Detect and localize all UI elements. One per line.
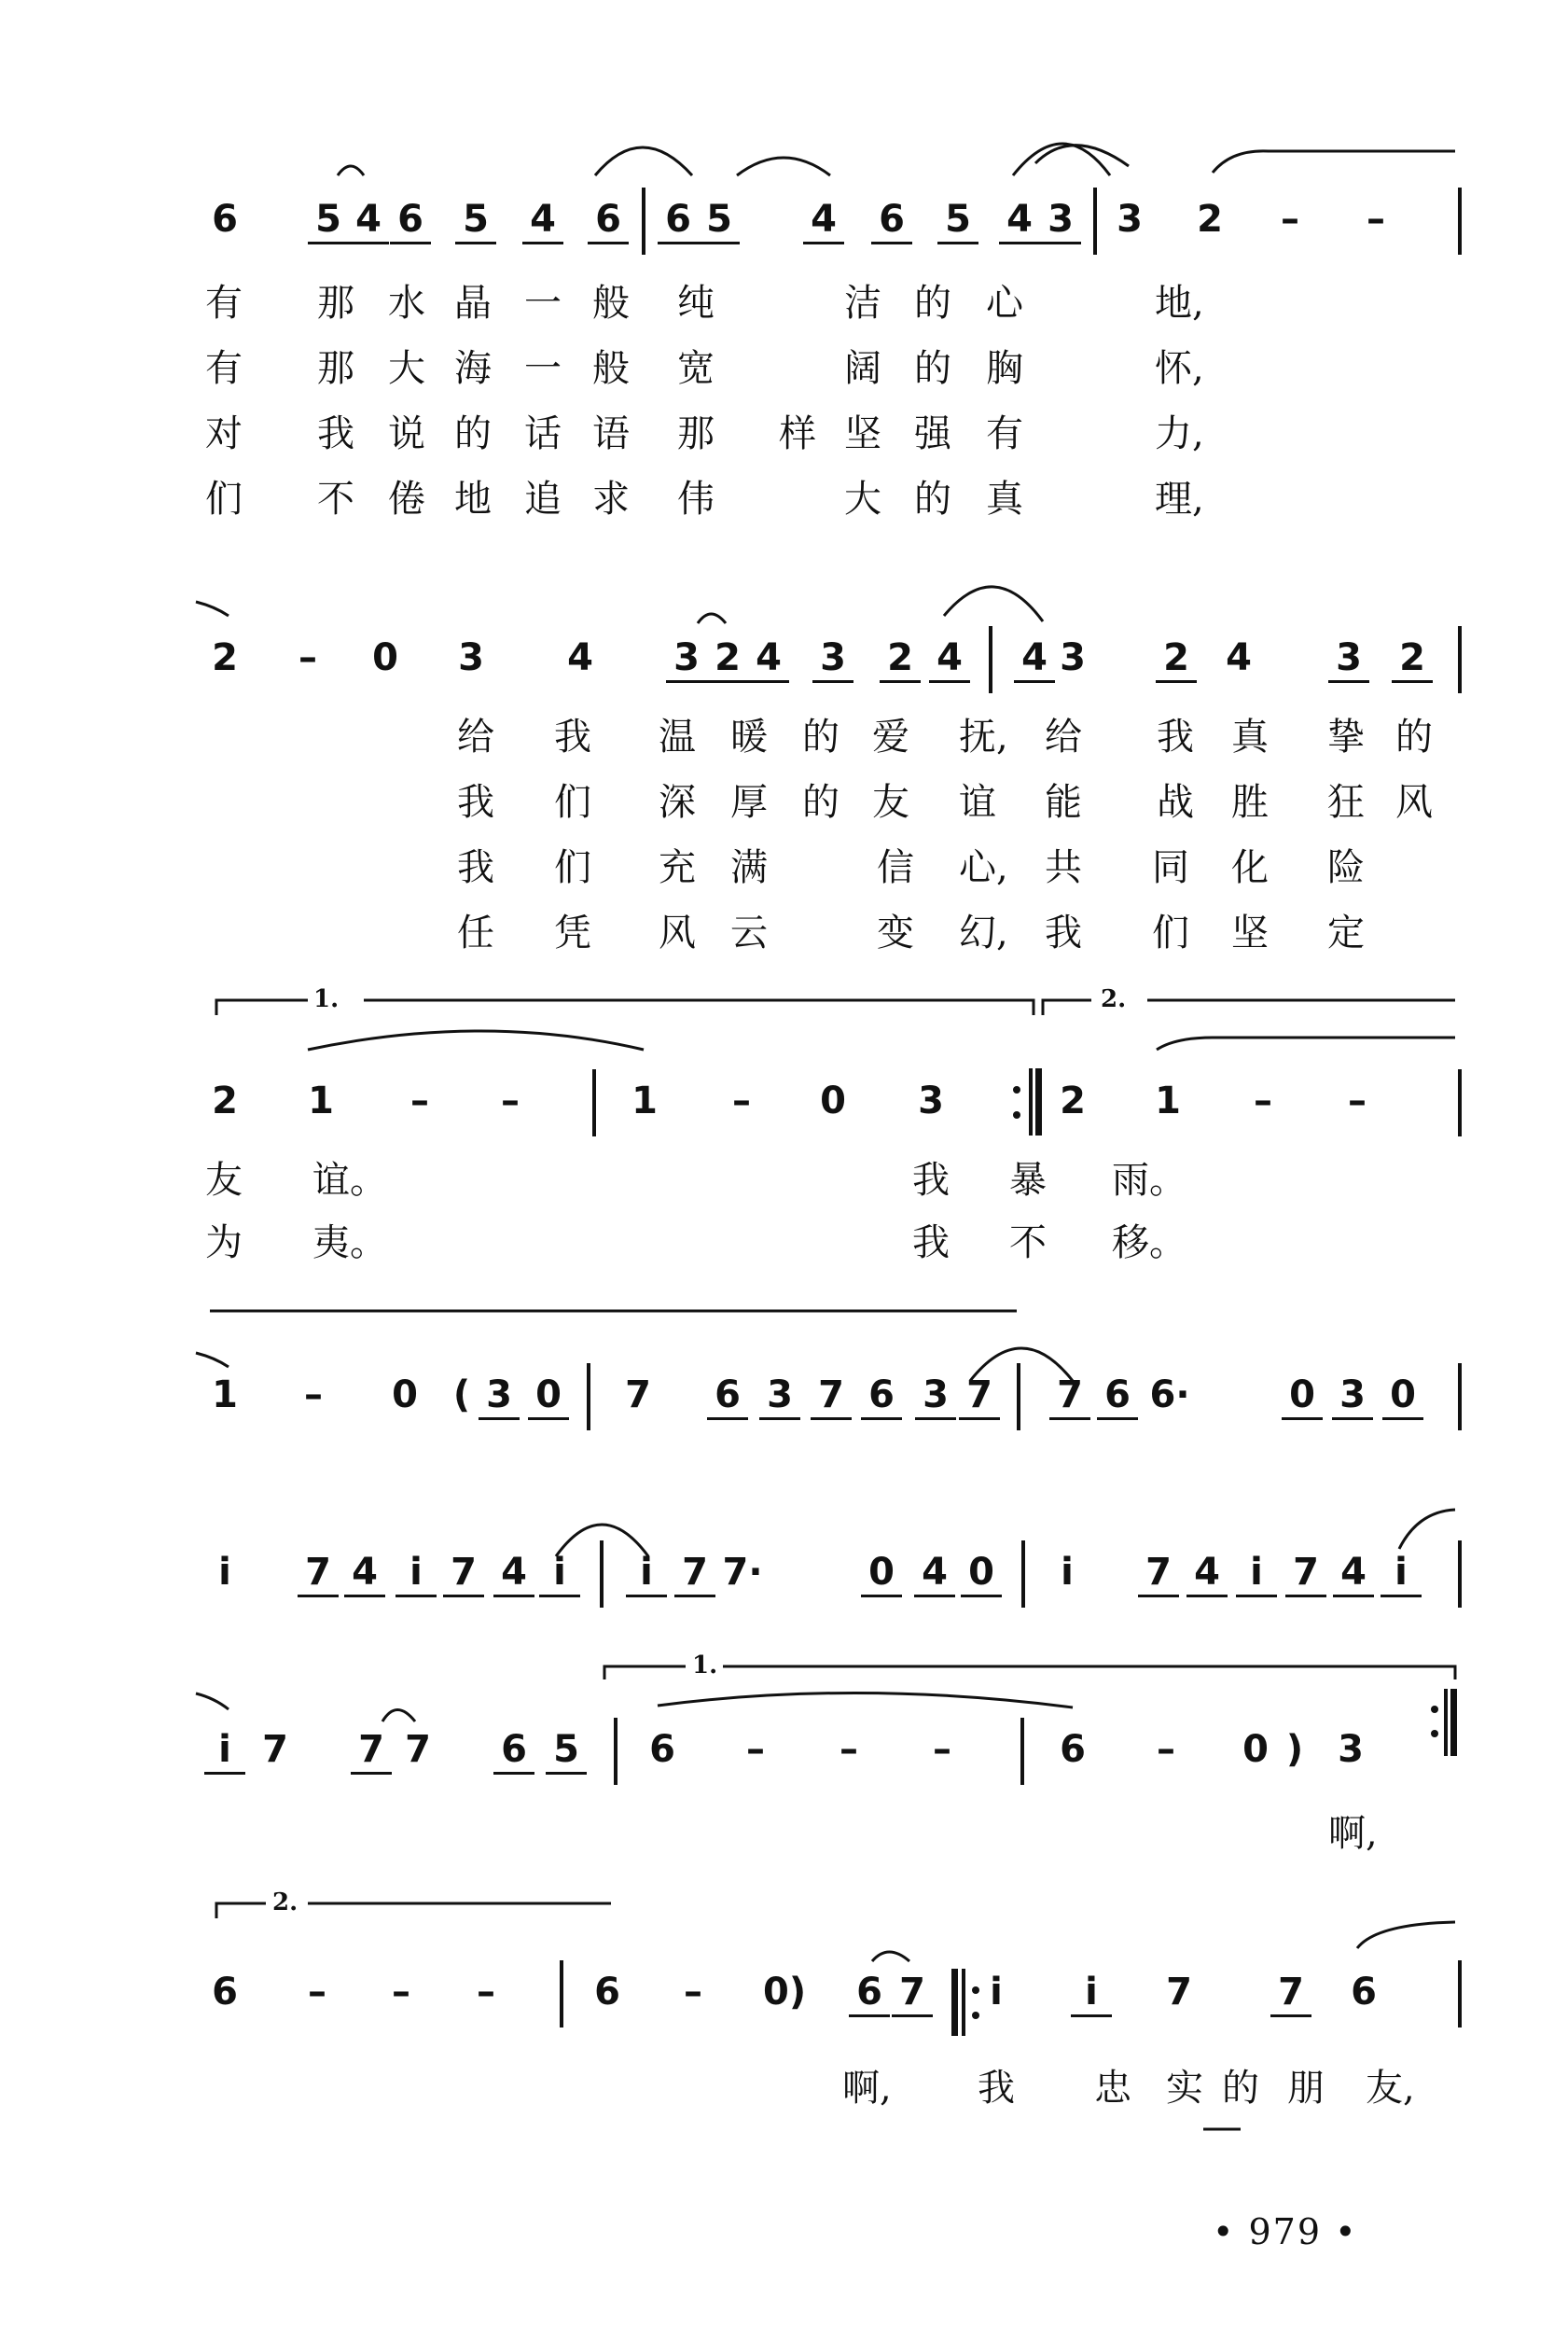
lyric-char: 那 [317,347,354,390]
note: 7 [892,1973,933,2017]
lyric-char: 给 [457,716,494,759]
note: 5 [699,201,740,244]
note: 7 [959,1376,1000,1420]
note: 6 [849,1973,890,2017]
lyric-char: 们 [205,478,243,521]
barline [1017,1363,1020,1430]
ending-bracket-1 [604,1666,686,1679]
note: 3 [1338,1728,1364,1771]
ending-label-2: 2. [1101,985,1127,1013]
lyric-char: 大 [844,478,881,521]
barline [989,626,992,693]
note: 6 [649,1728,675,1771]
note: 4 [929,639,970,683]
barline [1458,626,1462,693]
lyric-line [0,2069,1568,2122]
note: 0 [372,636,398,679]
lyric-char: 大 [388,347,425,390]
tie-mark [196,602,229,616]
note: 7 [298,1554,339,1597]
slur-mark [944,587,1043,621]
lyric-char: 给 [1045,716,1082,759]
note: i [990,1971,1003,2014]
lyric-char: 晶 [454,282,492,325]
note: i [204,1731,245,1775]
lyric-char: 洁 [844,282,881,325]
note: – [1281,198,1299,241]
lyric-char: 暖 [730,716,768,759]
note: – [501,1080,520,1122]
note: – [477,1971,495,2014]
note: 1 [1155,1080,1181,1122]
lyric-char: 满 [730,846,768,889]
tie-mark [1357,1922,1455,1948]
note: 4 [803,201,844,244]
lyric-char: 战 [1157,781,1194,824]
lyric-line [0,282,1568,337]
note: – [1367,198,1385,241]
note: 2 [212,1080,238,1122]
ending-bracket-2 [216,1903,266,1918]
barline [1458,188,1462,255]
page-number: • 979 • [1213,2211,1358,2252]
note: 4 [1226,636,1252,679]
lyric-char: 夷。 [312,1221,387,1264]
note: – [732,1080,751,1122]
lyric-char: 险 [1327,846,1365,889]
lyric-char: 有 [205,347,243,390]
lyric-char: 定 [1327,912,1365,955]
lyric-line [0,412,1568,467]
note: 5 [455,201,496,244]
note: – [746,1728,765,1771]
lyric-char: 为 [205,1221,243,1264]
note: 3 [1040,201,1081,244]
barline [1458,1540,1462,1608]
ending-label-1b: 1. [692,1651,718,1679]
lyric-char: 谊 [959,781,996,824]
lyric-char: 求 [592,478,630,521]
barline [592,1069,596,1136]
lyric-char: 深 [659,781,696,824]
note: 0 [820,1080,846,1122]
note: 4 [914,1554,955,1597]
note: 5 [546,1731,587,1775]
tie-mark [338,166,364,175]
lyric-char: 风 [659,912,696,955]
note: 2 [1392,639,1433,683]
lyric-char: 温 [659,716,696,759]
note: 7 [1285,1554,1326,1597]
note: 4 [1333,1554,1374,1597]
staff-system [0,1082,1568,1148]
lyric-char: 一 [524,282,562,325]
lyric-char: 风 [1395,781,1433,824]
slur-mark [1013,144,1110,175]
lyric-char: 地 [454,478,492,521]
note: 6 [871,201,912,244]
note: 7 [405,1728,431,1771]
lyric-char: 凭 [554,912,591,955]
note: 4 [1186,1554,1228,1597]
lyric-line [0,914,1568,967]
note: 6 [1097,1376,1138,1420]
lyric-char: 抚, [959,716,1008,759]
slur-mark [595,147,692,175]
note: 6 [212,1971,238,2014]
note: 2 [880,639,921,683]
note: 6 [212,198,238,241]
note: i [218,1551,231,1594]
ending-bracket-1 [216,1000,308,1015]
note: – [840,1728,858,1771]
lyric-char: 啊, [842,2067,892,2110]
note: 6 [707,1376,748,1420]
barline [587,1363,590,1430]
lyric-char: 的 [914,478,951,521]
note: 7 [625,1373,651,1416]
lyric-char: 有 [986,412,1023,455]
note: 3 [1332,1376,1373,1420]
staff-system [0,1551,1568,1619]
note: 0 [961,1554,1002,1597]
note: 6 [390,201,431,244]
note: 7 [1049,1376,1090,1420]
lyric-char: 友, [1366,2067,1415,2110]
note: 4 [522,201,563,244]
lyric-char: 不 [1009,1221,1047,1264]
lyric-char: 我 [554,716,591,759]
note: 1 [212,1373,238,1416]
tie-mark [698,614,726,623]
lyric-char: 啊, [1328,1812,1378,1855]
lyric-char: 胜 [1231,781,1269,824]
lyric-char: 一 [524,347,562,390]
slur-mark [658,1693,1073,1707]
lyric-char: 追 [524,478,562,521]
lyric-char: 厚 [730,781,768,824]
lyric-char: 共 [1045,846,1082,889]
note: – [684,1971,702,2014]
lyric-char: 说 [388,412,425,455]
lyric-char: 任 [457,912,494,955]
lyric-char: 怀, [1155,347,1204,390]
tie-mark [196,1353,229,1367]
lyric-char: 移。 [1112,1221,1186,1264]
lyric-char: 充 [659,846,696,889]
lyric-char: 我 [1045,912,1082,955]
note: ) [1285,1728,1304,1771]
note: – [1254,1080,1272,1122]
note: 2 [1156,639,1197,683]
lyric-char: 化 [1231,846,1269,889]
barline [1458,1960,1462,2027]
lyric-char: 友 [872,781,909,824]
note: i [1236,1554,1277,1597]
tie-mark [1399,1510,1455,1549]
lyric-char: 们 [554,846,591,889]
lyric-line [0,1812,1568,1867]
tie-mark [196,1693,229,1709]
note: 3 [1060,636,1086,679]
note: 7 [1138,1554,1179,1597]
note: 0 [528,1376,569,1420]
lyric-char: 狂 [1327,781,1365,824]
lyric-char: 的 [802,716,840,759]
lyric-char: 我 [457,781,494,824]
barline [1020,1718,1024,1785]
tie-mark [872,1952,909,1961]
lyric-char: 友 [205,1159,243,1202]
slur-mark [1035,146,1129,166]
lyric-char: 我 [317,412,354,455]
lyric-char: 那 [677,412,715,455]
barline [642,188,645,255]
note: 3 [759,1376,800,1420]
lyric-char: 真 [986,478,1023,521]
barline [560,1960,563,2027]
note: – [298,636,317,679]
note: – [1348,1080,1367,1122]
lyric-char: 同 [1152,846,1189,889]
note: 0 [1382,1376,1423,1420]
note: i [1061,1551,1074,1594]
note: 2 [1197,198,1223,241]
lyric-char: 宽 [677,347,715,390]
lyric-char: 我 [457,846,494,889]
note: 2 [212,636,238,679]
lyric-char: 朋 [1287,2067,1325,2110]
note: 7 [443,1554,484,1597]
lyric-char: 强 [914,412,951,455]
staff-system [0,1973,1568,2039]
note: 3 [1328,639,1369,683]
note: 3 [1117,198,1143,241]
lyric-char: 伟 [677,478,715,521]
lyric-char: 地, [1155,282,1204,325]
lyric-char: 的 [1222,2067,1259,2110]
lyric-char: 们 [1152,912,1189,955]
lyric-line [0,846,1568,901]
lyric-char: 纯 [677,282,715,325]
note: 3 [915,1376,956,1420]
note: 2 [1060,1080,1086,1122]
lyric-char: 倦 [388,478,425,521]
lyric-char: 心 [986,282,1023,325]
note: – [308,1971,326,2014]
note: 4 [344,1554,385,1597]
note: 6 [588,201,629,244]
lyric-line [0,781,1568,836]
note: 4 [493,1554,534,1597]
note: 7 [351,1731,392,1775]
note: 3 [666,639,707,683]
note: 7 [1166,1971,1192,2014]
note: i [626,1554,667,1597]
note: 6 [493,1731,534,1775]
barline [1458,1069,1462,1136]
lyric-char: 语 [592,412,630,455]
staff-system [0,1728,1568,1796]
lyric-line [0,347,1568,402]
note: 6· [1149,1373,1190,1416]
lyric-char: 挚 [1327,716,1365,759]
barline [600,1540,604,1608]
note: 7 [811,1376,852,1420]
lyric-line [0,1221,1568,1276]
lyric-char: 有 [205,282,243,325]
note: 7 [262,1728,288,1771]
lyric-char: 理, [1155,478,1204,521]
note: 0 [1242,1728,1269,1771]
tie-line [1157,1038,1455,1050]
lyric-char: 我 [912,1221,950,1264]
lyric-char: 我 [912,1159,950,1202]
lyric-char: 水 [388,282,425,325]
ending-bracket-1 [364,1000,1034,1015]
note: 6 [658,201,699,244]
note: 0 [1282,1376,1323,1420]
lyric-char: 坚 [844,412,881,455]
barline [1021,1540,1025,1608]
note: 6 [861,1376,902,1420]
note: – [1157,1728,1175,1771]
note: 6 [1351,1971,1377,2014]
lyric-char: 心, [959,846,1008,889]
lyric-char: 我 [1157,716,1194,759]
lyric-char: 的 [914,282,951,325]
lyric-char: 的 [914,347,951,390]
lyric-char: 暴 [1009,1159,1047,1202]
lyric-char: 谊。 [312,1159,387,1202]
lyric-line [0,1159,1568,1214]
lyric-char: 坚 [1231,912,1269,955]
note: – [410,1080,429,1122]
lyric-char: 我 [978,2067,1015,2110]
note: i [1071,1973,1112,2017]
lyric-char: 真 [1231,716,1269,759]
note: 0) [763,1971,807,2014]
note: ( [452,1373,471,1416]
lyric-char: 样 [779,412,816,455]
staff-system [0,636,1568,704]
note: i [1381,1554,1422,1597]
note: 2 [707,639,748,683]
lyric-char: 胸 [986,347,1023,390]
lyric-char: 们 [554,781,591,824]
lyric-char: 般 [592,347,630,390]
ending-bracket-2 [1043,1000,1091,1015]
note: 7· [722,1551,763,1594]
ending-label-1: 1. [313,985,340,1013]
note: – [933,1728,951,1771]
note: 1 [631,1080,658,1122]
note: 4 [748,639,789,683]
lyric-char: 力, [1155,412,1204,455]
note: 3 [458,636,484,679]
lyric-char: 实 [1166,2067,1203,2110]
ending-label-2b: 2. [272,1888,298,1916]
slur-mark [308,1031,644,1050]
lyric-char: 变 [877,912,914,955]
lyric-char: 对 [205,412,243,455]
note: 4 [348,201,389,244]
note: 6 [1060,1728,1086,1771]
lyric-char: 幻, [959,912,1008,955]
lyric-char: 爱 [872,716,909,759]
staff-system [0,198,1568,266]
barline [1458,1363,1462,1430]
note: 4 [999,201,1040,244]
note: 0 [392,1373,418,1416]
lyric-char: 不 [317,478,354,521]
note: 6 [594,1971,620,2014]
tie-line [1213,151,1455,173]
note: 3 [479,1376,520,1420]
note: 7 [1270,1973,1311,2017]
lyric-char: 海 [454,347,492,390]
slur-mark [737,158,830,175]
lyric-char: 阔 [844,347,881,390]
lyric-char: 信 [877,846,914,889]
note: 3 [918,1080,944,1122]
note: 5 [308,201,349,244]
note: 3 [812,639,853,683]
barline [614,1718,617,1785]
lyric-char: 般 [592,282,630,325]
tie-mark [382,1710,415,1722]
note: – [304,1373,323,1416]
ending-bracket-1 [723,1666,1455,1679]
lyric-char: 云 [730,912,768,955]
note: 0 [861,1554,902,1597]
lyric-char: 雨。 [1112,1159,1186,1202]
note: 5 [937,201,978,244]
lyric-line [0,718,1568,771]
note: 7 [674,1554,715,1597]
note: i [539,1554,580,1597]
lyric-char: 那 [317,282,354,325]
note: i [395,1554,437,1597]
barline [1093,188,1097,255]
staff-system [0,1373,1568,1442]
lyric-char: 话 [524,412,562,455]
lyric-line [0,478,1568,533]
note: 1 [308,1080,334,1122]
lyric-char: 的 [1395,716,1433,759]
lyric-char: 的 [802,781,840,824]
note: 4 [1014,639,1055,683]
lyric-char: 的 [454,412,492,455]
lyric-char: 忠 [1094,2067,1131,2110]
note: – [392,1971,410,2014]
lyric-char: 能 [1045,781,1082,824]
note: 4 [567,636,593,679]
